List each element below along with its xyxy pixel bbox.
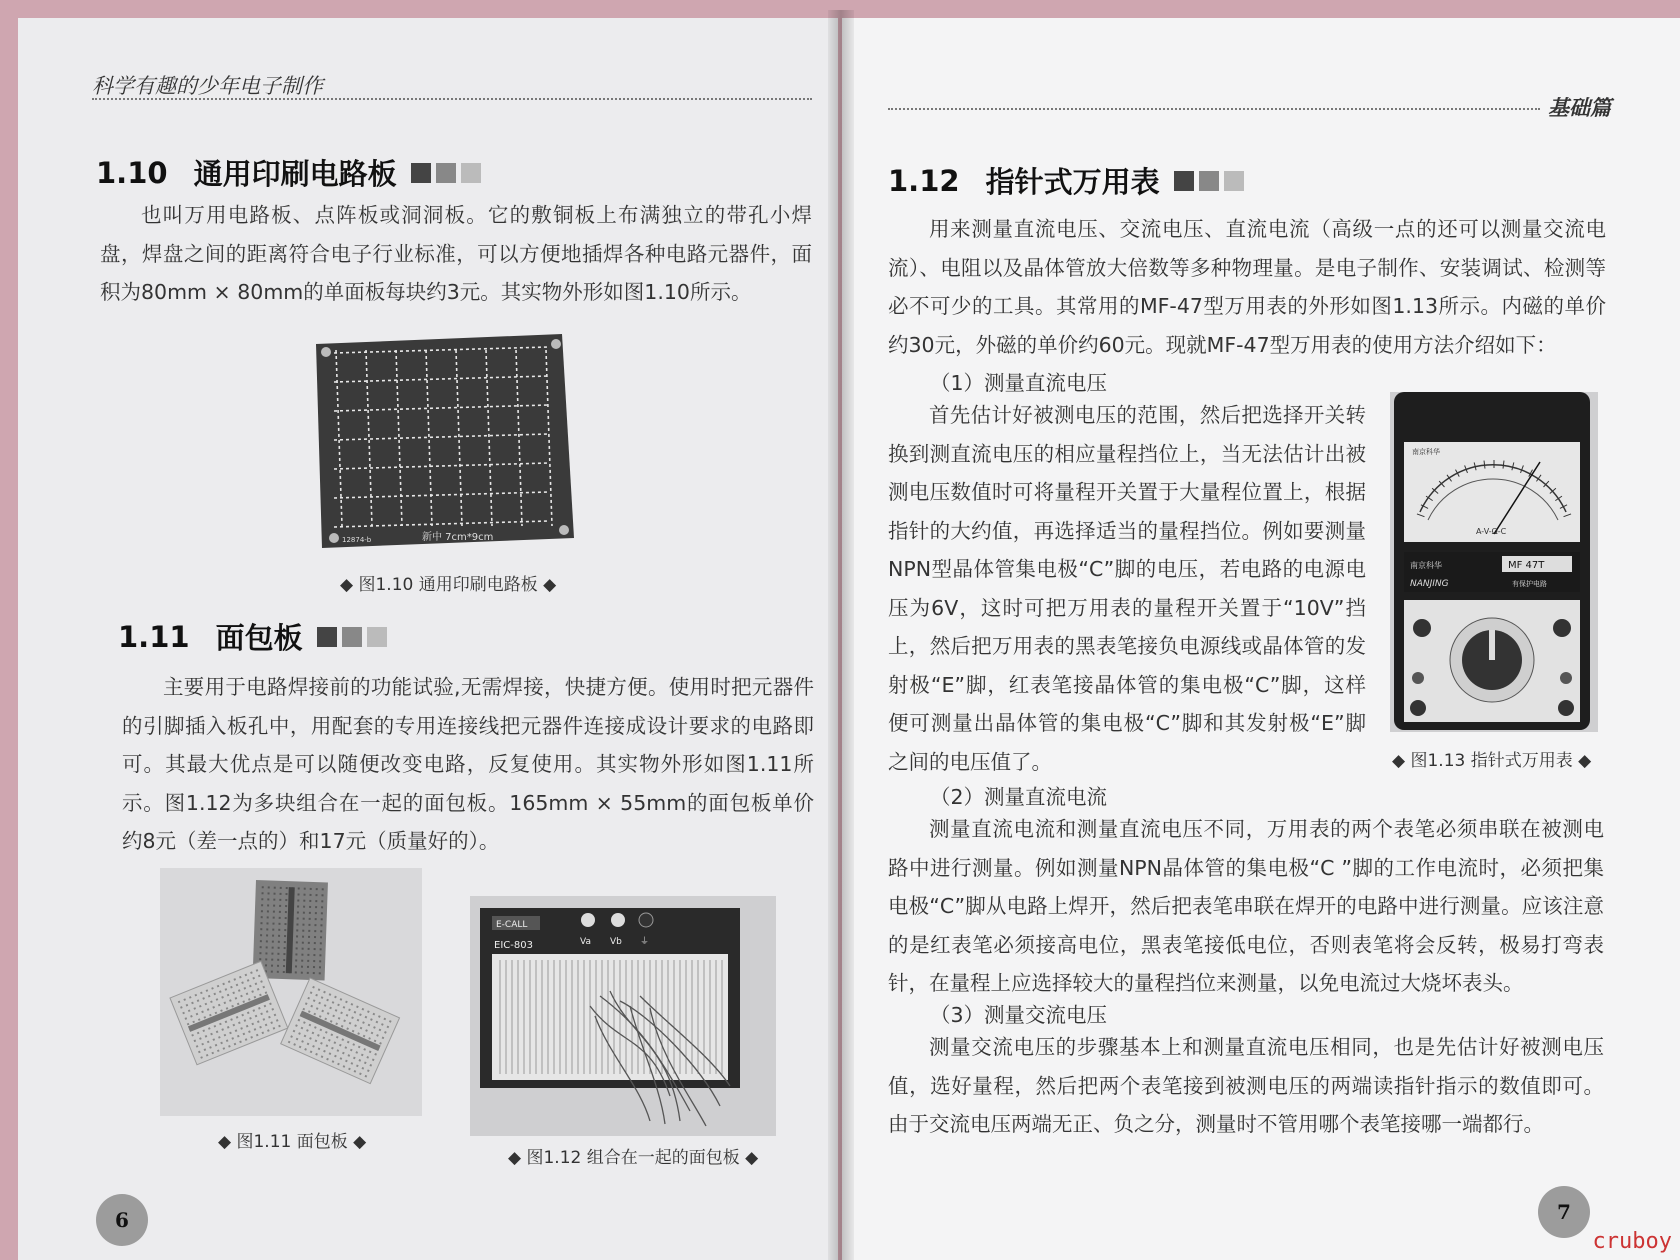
meter-brand-label: 南京科华	[1410, 561, 1442, 570]
heading-squares	[411, 163, 481, 183]
section-number: 1.12	[888, 163, 960, 198]
watermark: cruboy	[1592, 1229, 1672, 1254]
ac-voltage-body: 测量交流电压的步骤基本上和测量直流电压相同，也是先估计好被测电压值，选好量程，然后把两个表笔接到被测电压的两端读指针指示的数值即可。由于交流电压两端无正、负之分，测量时不管用哪个表笔接哪一端都行。	[888, 1035, 1604, 1136]
terminal-label-vb: Vb	[610, 937, 622, 947]
meter-scale-text: A-V-Ω-C	[1476, 527, 1507, 536]
dc-current-body: 测量直流电流和测量直流电压不同，万用表的两个表笔必须串联在被测电路中进行测量。例如测量NPN晶体管的集电极“C ”脚的工作电流时，必须把集电极“C”脚从电路上焊开，然后把表笔串联在焊开的电路中进行测量。应该注意的是红表笔必须接高电位，黑表笔接低电位，否则表笔将会反转，极易打弯表针，在量程上应选择较大的量程挡位来测量，以免电流过大烧坏表头。	[888, 817, 1604, 995]
figure-1-13-caption: ◆ 图1.13 指针式万用表 ◆	[1392, 751, 1592, 771]
meter-subtitle: 有保护电路	[1512, 580, 1547, 588]
figure-1-10-perfboard	[312, 330, 574, 554]
section-1-10-body: 也叫万用电路板、点阵板或洞洞板。它的敷铜板上布满独立的带孔小焊盘，焊盘之间的距离符合电子行业标准，可以方便地插焊各种电路元器件，面积为80mm × 80mm的单面板每块约3元。其实物外形如图1.10所示。	[100, 203, 812, 304]
breadboard-model: EIC-803	[494, 940, 533, 951]
subheading-dc-current: （2）测量直流电流	[930, 785, 1108, 809]
figure-1-11-breadboards	[160, 868, 422, 1116]
subheading-dc-voltage: （1）测量直流电压	[930, 371, 1108, 395]
board-label: 新中 7cm*9cm	[422, 532, 494, 543]
subheading-ac-voltage: （3）测量交流电压	[930, 1003, 1108, 1027]
section-1-11-body: 主要用于电路焊接前的功能试验,无需焊接，快捷方便。使用时把元器件的引脚插入板孔中，用配套的专用连接线把元器件连接成设计要求的电路即可。其最大优点是可以随便改变电路，反复使用。其实物外形如图1.11所示。图1.12为多块组合在一起的面包板。165mm × 55mm的面包板单价约8元（差一点的）和17元（质量好的）。	[122, 675, 814, 853]
heading-squares	[1174, 171, 1244, 191]
meter-brand: 南京科华	[1412, 448, 1440, 456]
section-1-12-heading	[888, 160, 1244, 201]
section-1-12-intro: 用来测量直流电压、交流电压、直流电流（高级一点的还可以测量交流电流）、电阻以及晶体管放大倍数等多种物理量。是电子制作、安装调试、检测等必不可少的工具。其常用的MF-47型万用表的外形如图1.13所示。内磁的单价约30元，外磁的单价约60元。现就MF-47型万用表的使用方法介绍如下：	[888, 217, 1606, 357]
section-title: 指针式万用表	[985, 165, 1160, 199]
section-number: 1.10	[96, 155, 168, 190]
book-gutter	[828, 10, 854, 1260]
left-running-head: 科学有趣的少年电子制作	[92, 74, 323, 98]
figure-1-13-multimeter	[1390, 392, 1598, 732]
section-1-10-heading	[96, 152, 481, 193]
figure-1-12-caption: ◆ 图1.12 组合在一起的面包板 ◆	[508, 1148, 759, 1168]
left-page-number: 6	[96, 1194, 148, 1246]
dc-voltage-body: 首先估计好被测电压的范围，然后把选择开关转换到测直流电压的相应量程挡位上，当无法估计出被测电压数值时可将量程开关置于大量程位置上，根据指针的大约值，再选择适当的量程挡位。例如要测量NPN型晶体管集电极“C”脚的电压，若电路的电源电压为6V，这时可把万用表的量程开关置于“10V”挡上，然后把万用表的黑表笔接负电源线或晶体管的发射极“E”脚，红表笔接晶体管的集电极“C”脚，这样便可测量出晶体管的集电极“C”脚和其发射极“E”脚之间的电压值了。	[888, 403, 1366, 774]
terminal-label-ground: ⏚	[640, 937, 650, 947]
meter-maker: NANJING	[1410, 579, 1449, 589]
board-code: 12874-b	[342, 536, 372, 544]
meter-model: MF 47T	[1508, 560, 1545, 571]
section-title: 面包板	[215, 621, 303, 655]
right-head-rule	[888, 108, 1540, 110]
right-running-head: 基础篇	[1548, 96, 1611, 120]
heading-squares	[317, 627, 387, 647]
breadboard-brand: E-CALL	[496, 920, 528, 930]
right-page-number: 7	[1538, 1186, 1590, 1238]
figure-1-12-combined-breadboard	[470, 896, 776, 1136]
figure-1-10-caption: ◆ 图1.10 通用印刷电路板 ◆	[340, 575, 557, 595]
left-head-rule	[92, 98, 812, 100]
terminal-label-va: Va	[580, 937, 591, 947]
section-1-11-heading	[118, 616, 387, 657]
section-number: 1.11	[118, 619, 190, 654]
figure-1-11-caption: ◆ 图1.11 面包板 ◆	[218, 1132, 367, 1152]
section-title: 通用印刷电路板	[193, 157, 397, 191]
